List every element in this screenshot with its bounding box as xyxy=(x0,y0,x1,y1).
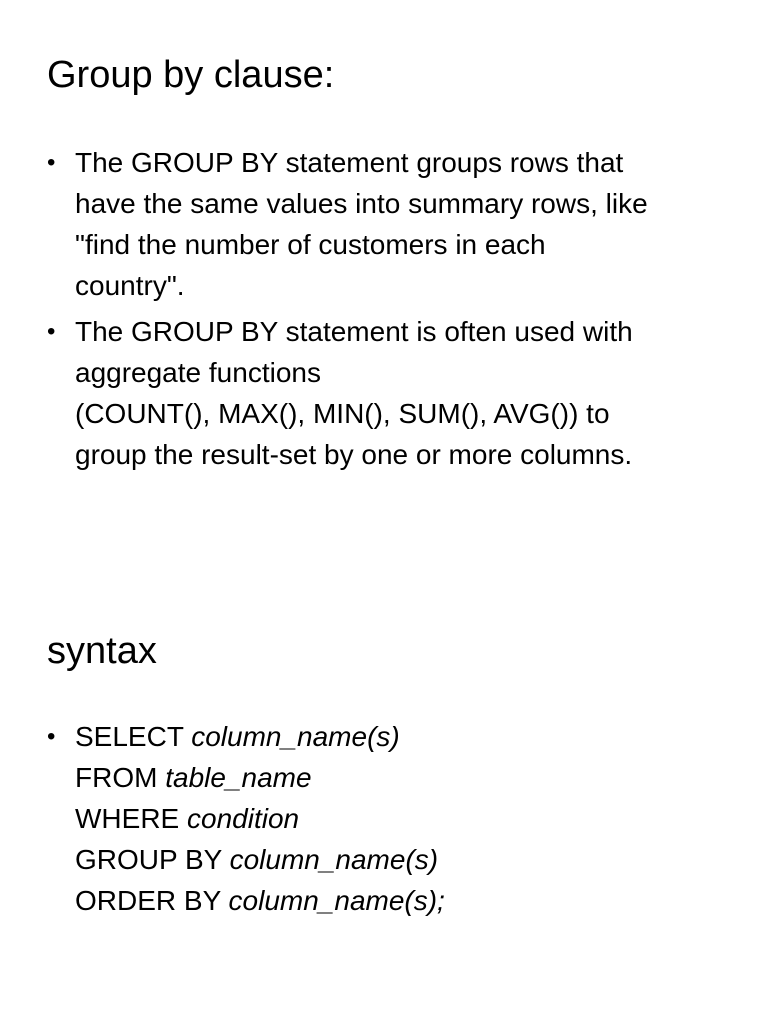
bullet-text-line: (COUNT(), MAX(), MIN(), SUM(), AVG()) to xyxy=(75,398,610,429)
bullet-icon: • xyxy=(47,723,56,750)
bullet-item xyxy=(47,142,727,306)
sql-keyword: WHERE xyxy=(75,803,187,834)
bullet-icon: • xyxy=(47,149,56,176)
bullet-text-line: aggregate functions xyxy=(75,357,321,388)
sql-keyword: GROUP BY xyxy=(75,844,230,875)
bullet-text-line: have the same values into summary rows, like xyxy=(75,188,648,219)
syntax-line-from xyxy=(75,757,727,798)
sql-keyword: FROM xyxy=(75,762,166,793)
sql-keyword: ORDER BY xyxy=(75,885,229,916)
bullet-item xyxy=(47,311,727,475)
syntax-bullet-item xyxy=(47,716,727,921)
bullet-text-line: country". xyxy=(75,270,185,301)
syntax-line-group-by xyxy=(75,839,727,880)
bullet-text-line: group the result-set by one or more columns. xyxy=(75,439,633,470)
bullet-list-syntax xyxy=(47,716,727,926)
bullet-list-description xyxy=(47,142,727,480)
sql-keyword: SELECT xyxy=(75,721,192,752)
sql-argument: column_name(s) xyxy=(191,721,400,752)
sql-argument: column_name(s) xyxy=(229,844,439,875)
section-heading-group-by: Group by clause: xyxy=(47,54,335,96)
bullet-icon: • xyxy=(47,318,56,345)
sql-argument: condition xyxy=(187,803,300,834)
syntax-line-select xyxy=(75,716,727,757)
bullet-text-line: The GROUP BY statement groups rows that xyxy=(75,147,624,178)
sql-argument: table_name xyxy=(165,762,312,793)
syntax-line-where xyxy=(75,798,727,839)
section-heading-syntax: syntax xyxy=(47,630,157,672)
sql-argument: column_name(s); xyxy=(228,885,445,916)
bullet-text-line: "find the number of customers in each xyxy=(75,229,546,260)
bullet-text-line: The GROUP BY statement is often used with xyxy=(75,316,633,347)
syntax-line-order-by xyxy=(75,880,727,921)
